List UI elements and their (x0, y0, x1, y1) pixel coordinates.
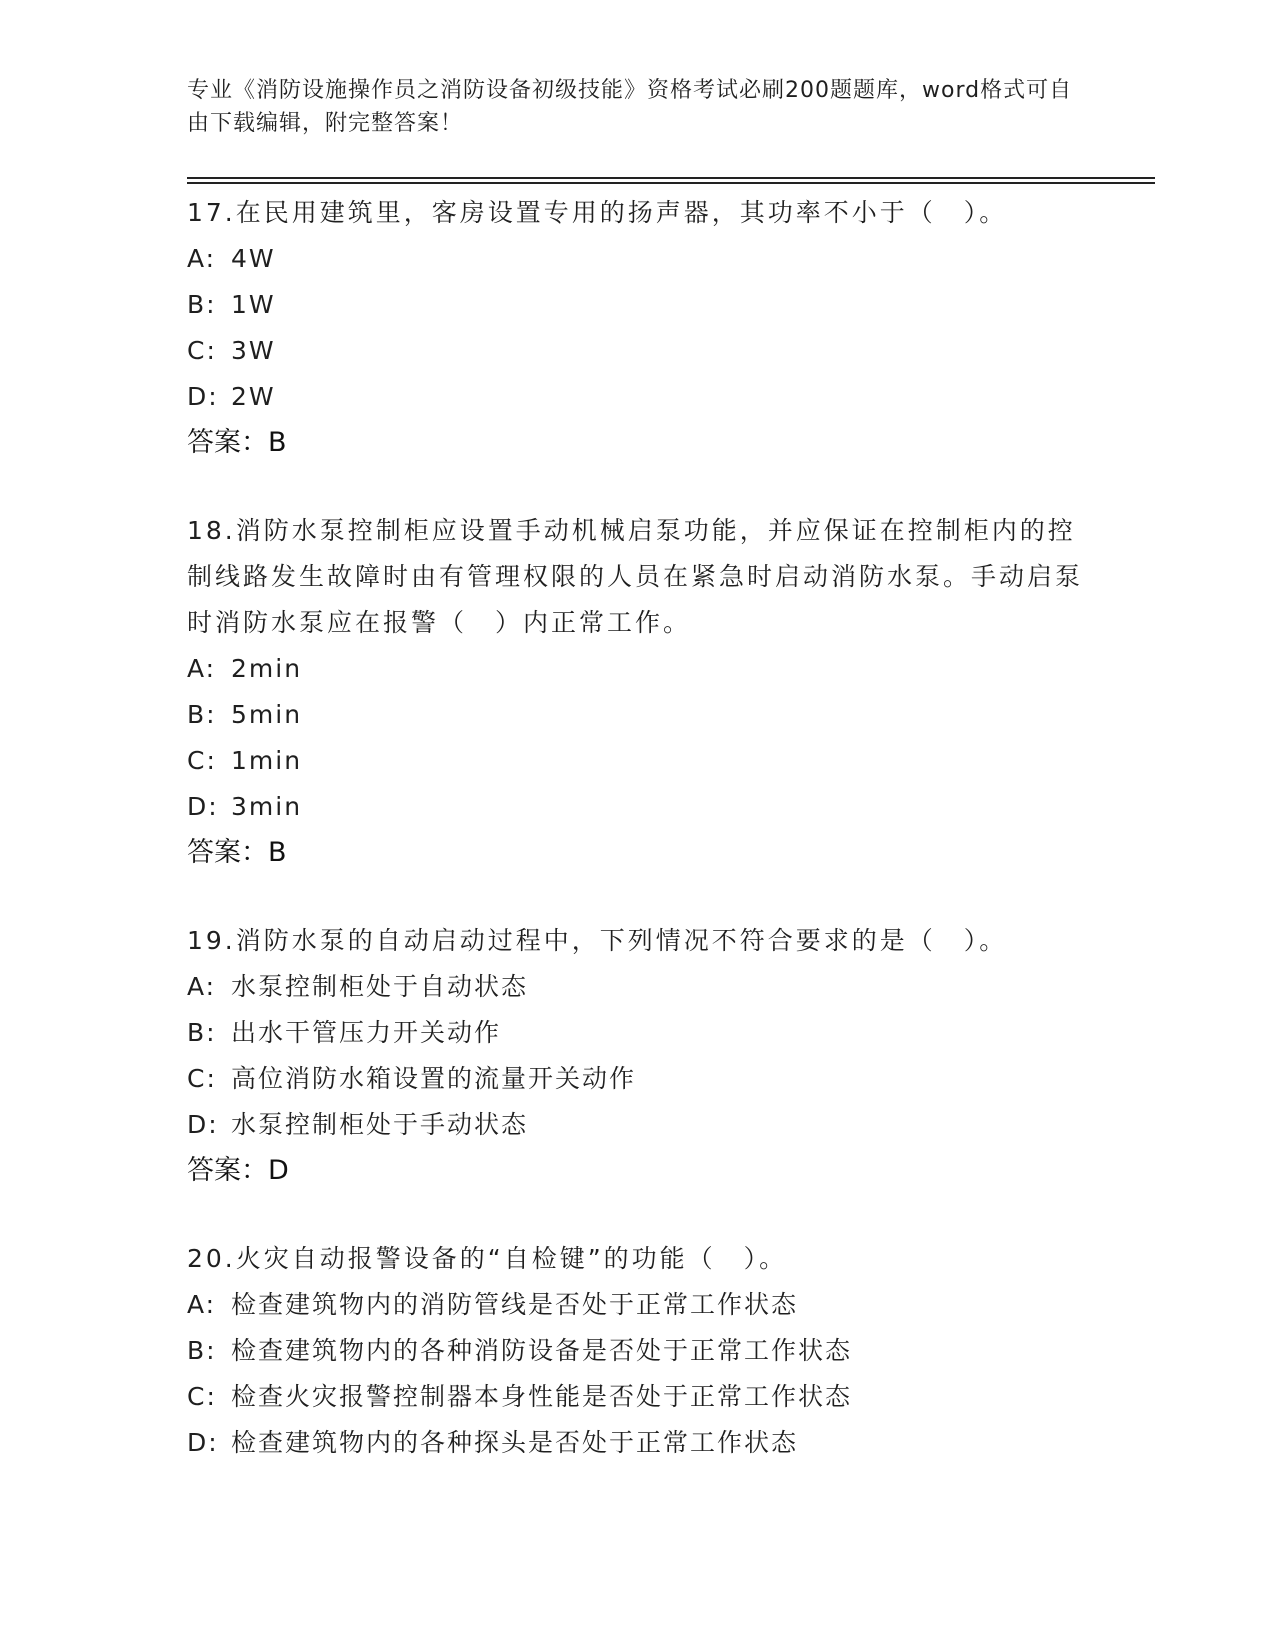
option-letter: D: (187, 382, 219, 411)
option-text: 5min (231, 700, 303, 729)
option-letter: A: (187, 244, 217, 273)
option-d (187, 374, 1087, 420)
option-text: 高位消防水箱设置的流量开关动作 (231, 1064, 637, 1093)
option-letter: B: (187, 700, 217, 729)
option-letter: D: (187, 1428, 219, 1457)
option-letter: C: (187, 1064, 217, 1093)
option-d (187, 1102, 1087, 1148)
option-text: 2min (231, 654, 303, 683)
question-text: 18.消防水泵控制柜应设置手动机械启泵功能，并应保证在控制柜内的控制线路发生故障时由有管理权限的人员在紧急时启动消防水泵。手动启泵时消防水泵应在报警（ ）内正常工作。 (187, 516, 1084, 637)
option-text: 检查火灾报警控制器本身性能是否处于正常工作状态 (231, 1382, 853, 1411)
option-text: 检查建筑物内的各种探头是否处于正常工作状态 (231, 1428, 799, 1457)
option-letter: C: (187, 746, 217, 775)
option-text: 3min (231, 792, 303, 821)
question-text: 19.消防水泵的自动启动过程中，下列情况不符合要求的是（ ）。 (187, 926, 1008, 955)
question-19 (187, 918, 1087, 1194)
option-text: 水泵控制柜处于自动状态 (231, 972, 529, 1001)
option-b (187, 692, 1087, 738)
option-c (187, 1056, 1087, 1102)
option-c (187, 1374, 1087, 1420)
option-a (187, 236, 1087, 282)
question-17 (187, 190, 1087, 466)
option-text: 4W (231, 244, 276, 273)
question-text: 20.火灾自动报警设备的“自检键”的功能（ ）。 (187, 1244, 788, 1273)
option-text: 1min (231, 746, 303, 775)
option-text: 1W (231, 290, 276, 319)
option-d (187, 784, 1087, 830)
option-letter: D: (187, 1110, 219, 1139)
option-a (187, 1282, 1087, 1328)
option-a (187, 964, 1087, 1010)
option-letter: C: (187, 336, 217, 365)
question-text: 17.在民用建筑里，客房设置专用的扬声器，其功率不小于（ ）。 (187, 198, 1008, 227)
option-letter: B: (187, 1336, 217, 1365)
option-text: 检查建筑物内的各种消防设备是否处于正常工作状态 (231, 1336, 853, 1365)
answer-line: 答案：B (187, 427, 287, 458)
answer-line: 答案：B (187, 837, 287, 868)
option-b (187, 1010, 1087, 1056)
option-letter: A: (187, 1290, 217, 1319)
option-text: 出水干管压力开关动作 (231, 1018, 502, 1047)
option-d (187, 1420, 1087, 1466)
option-c (187, 738, 1087, 784)
option-b (187, 1328, 1087, 1374)
header-divider-top (187, 177, 1155, 179)
option-text: 检查建筑物内的消防管线是否处于正常工作状态 (231, 1290, 799, 1319)
option-text: 3W (231, 336, 276, 365)
option-a (187, 646, 1087, 692)
option-letter: A: (187, 654, 217, 683)
option-letter: D: (187, 792, 219, 821)
option-text: 2W (231, 382, 276, 411)
option-text: 水泵控制柜处于手动状态 (231, 1110, 529, 1139)
question-20 (187, 1236, 1087, 1466)
question-18 (187, 508, 1087, 876)
option-letter: C: (187, 1382, 217, 1411)
option-letter: B: (187, 290, 217, 319)
answer-line: 答案：D (187, 1155, 289, 1186)
option-c (187, 328, 1087, 374)
option-letter: B: (187, 1018, 217, 1047)
header-divider-bottom (187, 182, 1155, 184)
document-header: 专业《消防设施操作员之消防设备初级技能》资格考试必刷200题题库，word格式可自由下载编辑，附完整答案！ (187, 78, 1073, 136)
option-b (187, 282, 1087, 328)
option-letter: A: (187, 972, 217, 1001)
